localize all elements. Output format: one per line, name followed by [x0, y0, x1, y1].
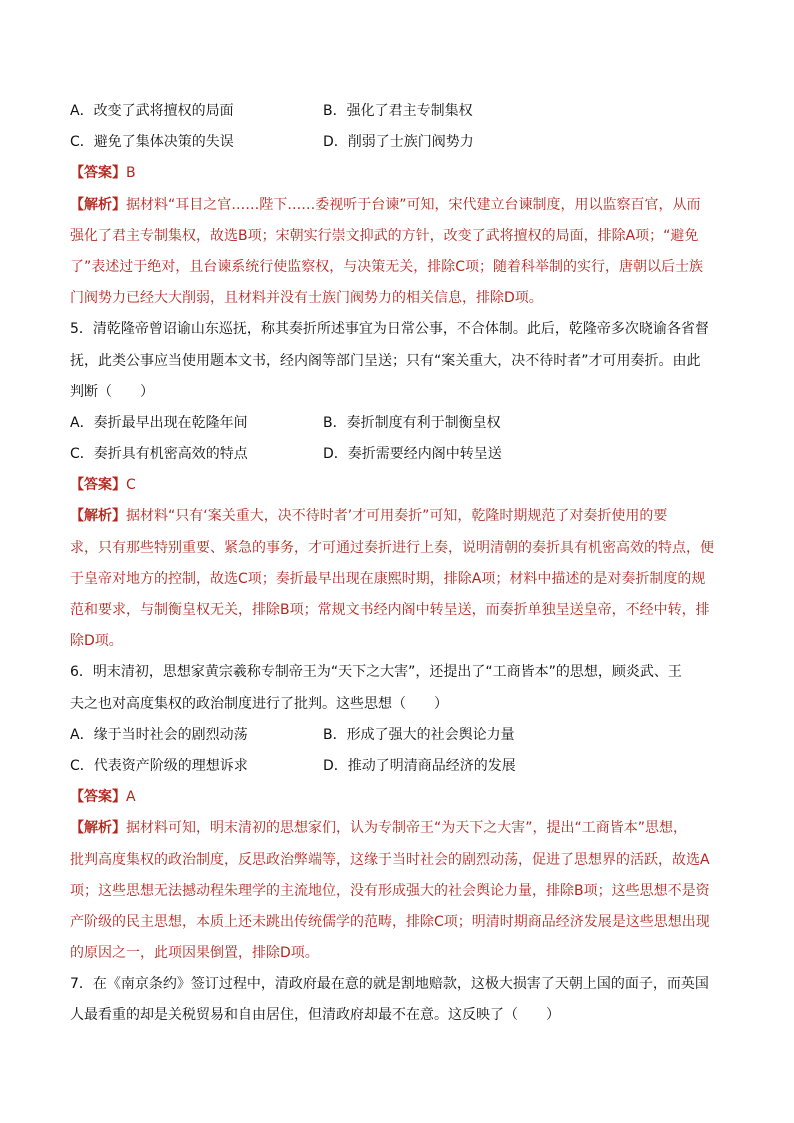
- q6-stem-line-1: 6．明末清初，思想家黄宗羲称专制帝王为“天下之大害”，还提出了“工商皆本”的思想，顾炎武、王: [70, 664, 682, 681]
- q6-analysis-text-1: 据材料可知，明末清初的思想家们，认为专制帝王“为天下之大害”，提出“工商皆本”思想，: [126, 820, 688, 837]
- q6-analysis-line-4: 产阶级的民主思想，本质上还未跳出传统儒学的范畴，排除C项；明清时期商品经济发展是这些思想出现: [70, 913, 710, 930]
- q6-analysis-line-1: [70, 813, 724, 844]
- q6-analysis-line-2: 批判高度集权的政治制度，反思政治弊端等，这缘于当时社会的剧烈动荡，促进了思想界的活跃，故选A: [70, 851, 710, 868]
- q4-analysis-line-3: 了”表述过于绝对，且台谏系统行使监察权，与决策无关，排除C项；随着科举制的实行，唐朝以后士族: [70, 258, 704, 275]
- q5-answer-label: 【答案】: [70, 477, 126, 494]
- q4-analysis-line-1: [70, 190, 724, 221]
- q6-option-c: C．代表资产阶级的理想诉求: [70, 757, 248, 774]
- q6-analysis-line-3: 项；这些思想无法撼动程朱理学的主流地位，没有形成强大的社会舆论力量，排除B项；这些思想不是资: [70, 882, 710, 899]
- q5-analysis-line-1: [70, 501, 724, 532]
- q6-answer: [70, 782, 724, 813]
- q4-analysis-text-1: 据材料“耳目之官……陛下……委视听于台谏”可知，宋代建立台谏制度，用以监察百官，从而: [126, 196, 701, 213]
- q5-options-row-2: [70, 439, 724, 470]
- q4-answer: [70, 158, 724, 189]
- q4-analysis-line-2: 强化了君主专制集权，故选B项；宋朝实行崇文抑武的方针，改变了武将擅权的局面，排除A项；“避免: [70, 227, 699, 244]
- q5-stem-line-1: 5．清乾隆帝曾诏谕山东巡抚，称其奏折所述事宜为日常公事，不合体制。此后，乾隆帝多次晓谕各省督: [70, 321, 709, 338]
- q4-option-b: B．强化了君主专制集权: [323, 103, 473, 119]
- q5-option-d: D．奏折需要经内阁中转呈送: [323, 446, 502, 463]
- q4-answer-label: 【答案】: [70, 165, 126, 182]
- q6-answer-label: 【答案】: [70, 789, 126, 806]
- q4-options-row-2: [70, 127, 724, 158]
- q6-analysis-line-5: 的原因之一，此项因果倒置，排除D项。: [70, 945, 319, 962]
- q4-answer-value: B: [126, 165, 136, 182]
- q5-analysis-label: 【解析】: [70, 508, 126, 525]
- q4-analysis-line-4: 门阀势力已经大大削弱，且材料并没有士族门阀势力的相关信息，排除D项。: [70, 290, 543, 307]
- q4-option-d: D．削弱了士族门阀势力: [323, 134, 474, 151]
- q5-analysis-line-3: 于皇帝对地方的控制，故选C项；奏折最早出现在康熙时期，排除A项；材料中描述的是对奏折制度的规: [70, 570, 706, 587]
- q6-stem-line-2: 夫之也对高度集权的政治制度进行了批判。这些思想（ ）: [70, 695, 448, 712]
- q6-option-b: B．形成了强大的社会舆论力量: [323, 726, 515, 743]
- q6-options-row-1: [70, 720, 724, 751]
- q5-analysis-line-2: 求，只有那些特别重要、紧急的事务，才可通过奏折进行上奏，说明清朝的奏折具有机密高效的特点，便: [70, 539, 714, 556]
- q5-option-b: B．奏折制度有利于制衡皇权: [323, 414, 501, 431]
- q5-analysis-line-5: 除D项。: [70, 633, 123, 650]
- q5-analysis-line-4: 范和要求，与制衡皇权无关，排除B项；常规文书经内阁中转呈送，而奏折单独呈送皇帝，不经中转，排: [70, 602, 710, 618]
- q6-options-row-2: [70, 751, 724, 782]
- q5-options-row-1: [70, 408, 724, 439]
- q6-answer-value: A: [126, 789, 136, 806]
- q5-stem-line-3: 判断（ ）: [70, 383, 154, 400]
- q5-answer: [70, 470, 724, 501]
- q5-stem-line-2: 抚，此类公事应当使用题本文书，经内阁等部门呈送；只有“案关重大，决不待时者”才可用奏折。由此: [70, 352, 701, 369]
- q4-option-a: A．改变了武将擅权的局面: [70, 103, 234, 119]
- document-page: [70, 96, 724, 1032]
- q7-stem-line-2: 人最看重的却是关税贸易和自由居住，但清政府却最不在意。这反映了（ ）: [70, 1007, 560, 1024]
- q4-options-row-1: [70, 96, 724, 127]
- q5-option-a: A．奏折最早出现在乾隆年间: [70, 414, 248, 431]
- q4-analysis-label: 【解析】: [70, 196, 126, 213]
- q5-analysis-text-1: 据材料“只有‘案关重大，决不待时者’才可用奏折”可知，乾隆时期规范了对奏折使用的要: [126, 508, 668, 525]
- q6-option-d: D．推动了明清商品经济的发展: [323, 757, 516, 774]
- q7-stem-line-1: 7．在《南京条约》签订过程中，清政府最在意的就是割地赔款，这极大损害了天朝上国的面子，而英国: [70, 976, 709, 993]
- q5-answer-value: C: [126, 477, 136, 494]
- q6-analysis-label: 【解析】: [70, 820, 126, 837]
- q6-option-a: A．缘于当时社会的剧烈动荡: [70, 726, 248, 743]
- q4-option-c: C．避免了集体决策的失误: [70, 134, 234, 151]
- q5-option-c: C．奏折具有机密高效的特点: [70, 446, 248, 463]
